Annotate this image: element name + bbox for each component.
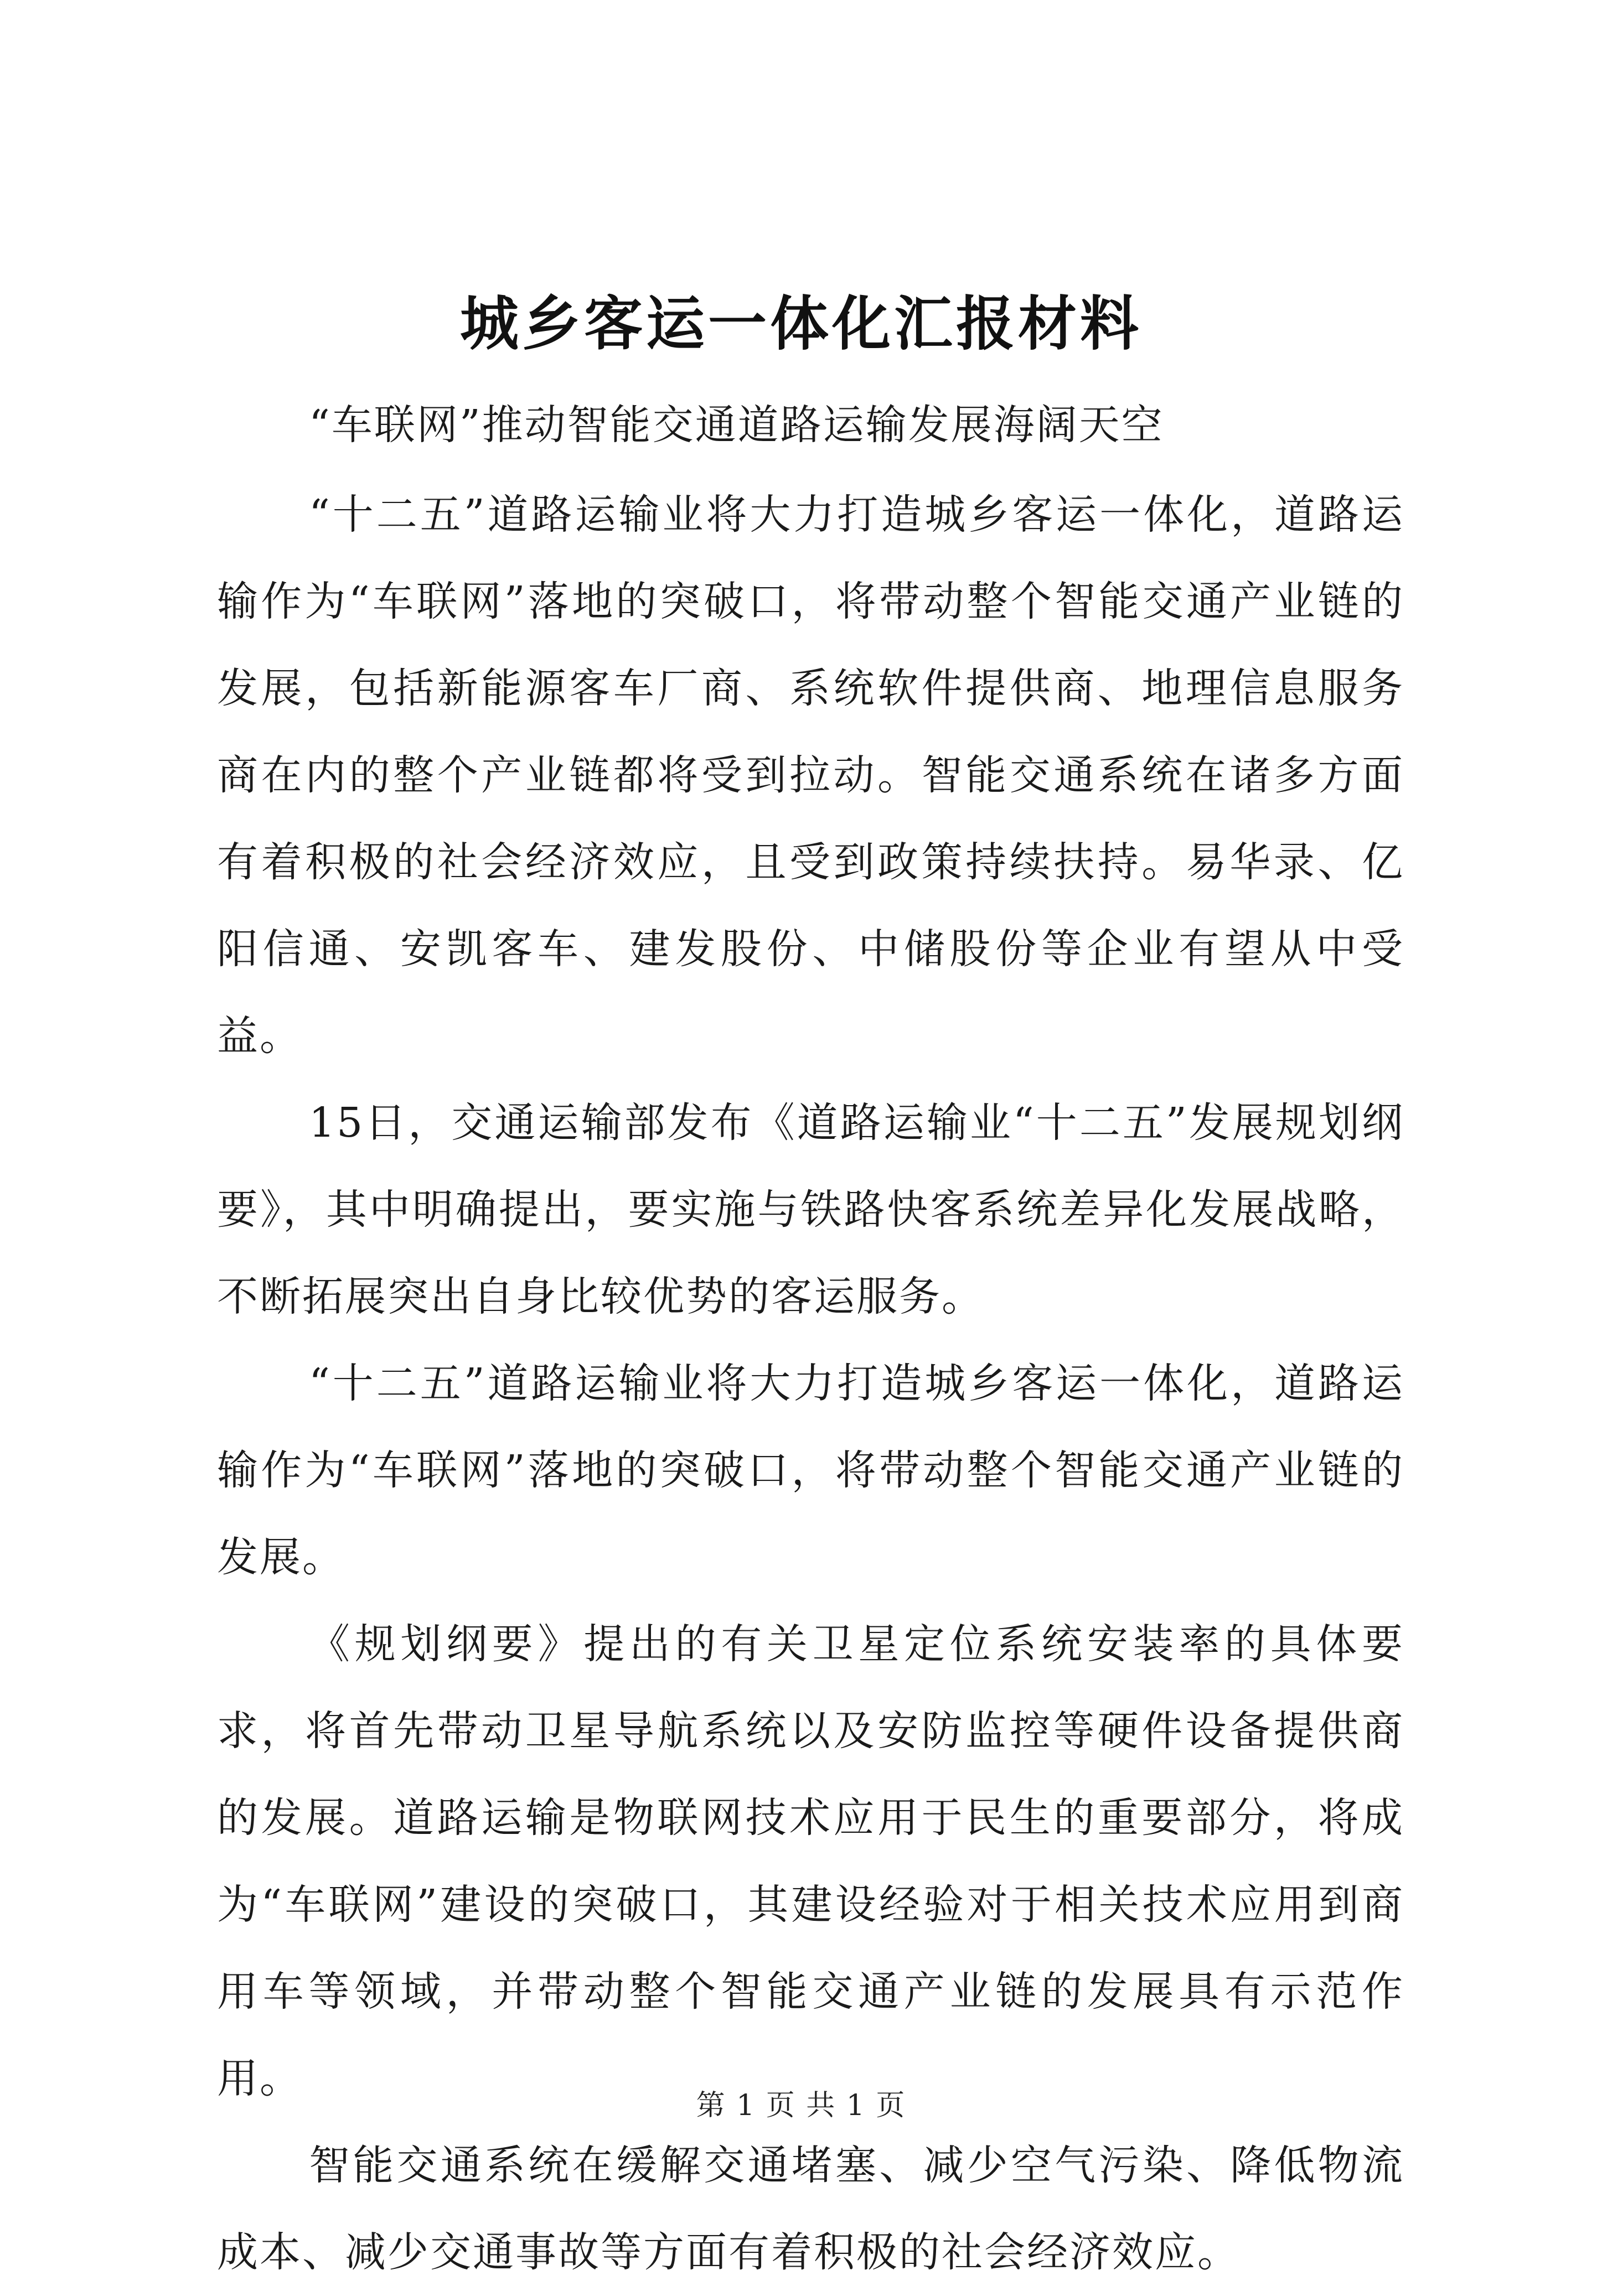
body-paragraph: 智能交通系统在缓解交通堵塞、减少空气污染、降低物流成本、减少交通事故等方面有着积极的社会经济效应。 <box>217 2142 1404 2276</box>
body-paragraph: “十二五”道路运输业将大力打造城乡客运一体化，道路运输作为“车联网”落地的突破口，将带动整个智能交通产业链的发展，包括新能源客车厂商、系统软件提供商、地理信息服务商在内的整个产业链都将受到拉动。智能交通系统在诸多方面有着积极的社会经济效应，且受到政策持续扶持。易华录、亿阳信通、安凯客车、建发股份、中储股份等企业有望从中受益。 <box>217 491 1404 1060</box>
body-paragraph: 15日，交通运输部发布《道路运输业“十二五”发展规划纲要》，其中明确提出，要实施与铁路快客系统差异化发展战略，不断拓展突出自身比较优势的客运服务。 <box>217 1099 1404 1320</box>
body-paragraph: 《规划纲要》提出的有关卫星定位系统安装率的具体要求，将首先带动卫星导航系统以及安防监控等硬件设备提供商的发展。道路运输是物联网技术应用于民生的重要部分，将成为“车联网”建设的突破口，其建设经验对于相关技术应用到商用车等领域，并带动整个智能交通产业链的发展具有示范作用。 <box>217 1620 1404 2102</box>
page-number-footer: 第 1 页 共 1 页 <box>696 2089 906 2122</box>
subtitle-paragraph: “车联网”推动智能交通道路运输发展海阔天空 <box>309 401 1164 449</box>
body-paragraph: “十二五”道路运输业将大力打造城乡客运一体化，道路运输作为“车联网”落地的突破口，将带动整个智能交通产业链的发展。 <box>217 1360 1404 1581</box>
document-body <box>217 382 1404 2296</box>
document-title: 城乡客运一体化汇报材料 <box>460 289 1142 358</box>
